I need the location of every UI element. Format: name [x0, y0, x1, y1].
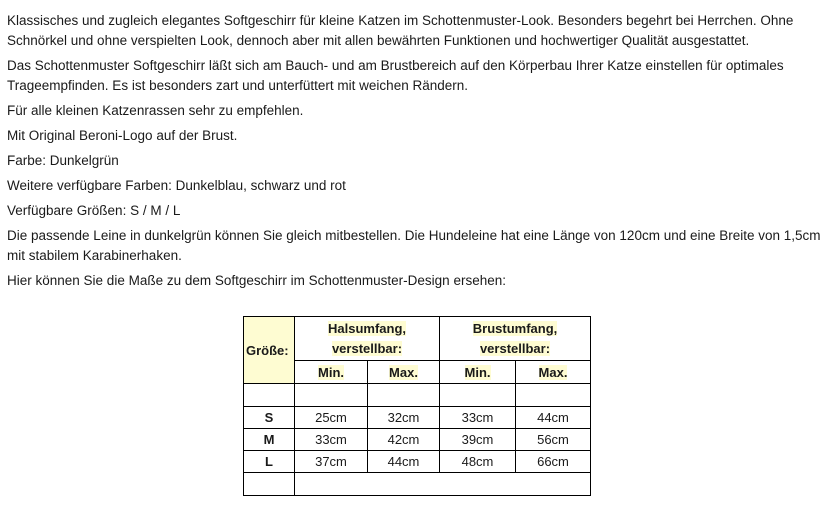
chest-max-cell: 56cm — [516, 429, 591, 451]
neck-min-cell: 25cm — [295, 407, 368, 429]
table-subheader-row — [244, 361, 591, 384]
footer-spacer-cell — [295, 473, 591, 496]
spacer-cell — [295, 384, 368, 407]
neck-min-header — [295, 361, 368, 384]
neck-max-header — [368, 361, 440, 384]
description-paragraph-color: Farbe: Dunkelgrün — [7, 153, 119, 168]
chest-max-label: Max. — [538, 364, 568, 380]
spacer-cell — [368, 384, 440, 407]
chest-min-header — [440, 361, 516, 384]
description-paragraph-fit: Das Schottenmuster Softgeschirr läßt sich am Bauch- und am Brustbereich auf den Körperbau Ihrer Katze einstellen für optimales Trageempfinden. Es ist besonders zart und unterfüttert mit weichen Rändern. — [7, 58, 784, 93]
chest-header-line1: Brustumfang, — [472, 320, 558, 336]
neck-min-cell: 33cm — [295, 429, 368, 451]
size-column-header — [244, 317, 295, 384]
chest-max-header — [516, 361, 591, 384]
chest-min-cell: 33cm — [440, 407, 516, 429]
neck-max-cell: 32cm — [368, 407, 440, 429]
chest-min-cell: 39cm — [440, 429, 516, 451]
neck-circumference-header — [295, 317, 440, 361]
neck-min-label: Min. — [318, 364, 344, 380]
chest-max-cell: 44cm — [516, 407, 591, 429]
description-paragraph-sizes: Verfügbare Größen: S / M / L — [7, 203, 181, 218]
size-cell: S — [244, 407, 295, 429]
description-paragraph-logo: Mit Original Beroni-Logo auf der Brust. — [7, 128, 238, 143]
size-column-header-label: Größe: — [246, 342, 289, 358]
table-header-row — [244, 317, 591, 361]
chest-header-line2: verstellbar: — [479, 340, 551, 356]
size-cell: L — [244, 451, 295, 473]
chest-max-cell: 66cm — [516, 451, 591, 473]
chest-min-cell: 48cm — [440, 451, 516, 473]
neck-header-line1: Halsumfang, — [327, 320, 406, 336]
footer-spacer-cell — [244, 473, 295, 496]
size-chart-table — [243, 316, 591, 496]
neck-max-cell: 44cm — [368, 451, 440, 473]
neck-max-cell: 42cm — [368, 429, 440, 451]
table-spacer-row — [244, 384, 591, 407]
description-paragraph-leash: Die passende Leine in dunkelgrün können Sie gleich mitbestellen. Die Hundeleine hat eine Länge von 120cm und eine Breite von 1,5cm mit stabilem Karabinerhaken. — [7, 228, 821, 263]
spacer-cell — [516, 384, 591, 407]
description-paragraph-recommendation: Für alle kleinen Katzenrassen sehr zu empfehlen. — [7, 103, 304, 118]
table-row-size-m — [244, 429, 591, 451]
table-footer-row — [244, 473, 591, 496]
size-cell: M — [244, 429, 295, 451]
description-paragraph-other-colors: Weitere verfügbare Farben: Dunkelblau, schwarz und rot — [7, 178, 346, 193]
product-description — [7, 11, 829, 296]
neck-header-line2: verstellbar: — [331, 340, 403, 356]
neck-min-cell: 37cm — [295, 451, 368, 473]
chest-min-label: Min. — [464, 364, 491, 380]
table-row-size-l — [244, 451, 591, 473]
description-paragraph-intro: Klassisches und zugleich elegantes Softgeschirr für kleine Katzen im Schottenmuster-Look. Besonders begehrt bei Herrchen. Ohne Schnörkel und ohne verspielten Look, dennoch aber mit allen bewährten Funktionen und hochwertiger Qualität ausgestattet. — [7, 13, 794, 48]
table-row-size-s — [244, 407, 591, 429]
spacer-cell — [244, 384, 295, 407]
spacer-cell — [440, 384, 516, 407]
description-paragraph-table-intro: Hier können Sie die Maße zu dem Softgeschirr im Schottenmuster-Design ersehen: — [7, 273, 506, 288]
chest-circumference-header — [440, 317, 591, 361]
neck-max-label: Max. — [389, 364, 418, 380]
